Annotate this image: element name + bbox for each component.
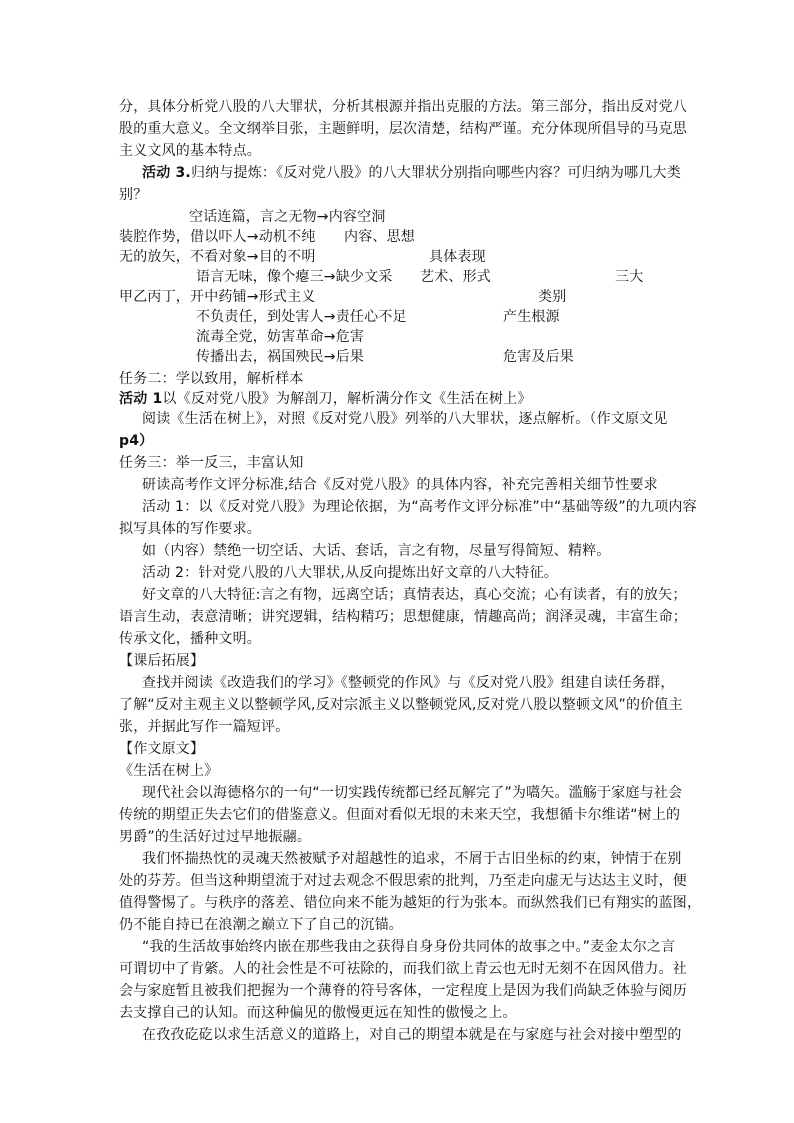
essay-title: 《生活在树上》: [119, 763, 219, 779]
task2-activity1-text: 以《反对党八股》为解剖刀，解析满分作文《生活在树上》: [162, 391, 532, 407]
task3-activity2: 活动 2：针对党八股的八大罪状,从反向提炼出好文章的八大特征。: [142, 565, 559, 581]
essay-p2-line-2: 处的芬芳。但当这种期望流于对过去观念不假思索的批判，乃至走向虚无与达达主义时，便: [119, 873, 687, 889]
essay-p1-line-1: 现代社会以海德格尔的一句“一切实践传统都已经瓦解完了”为嚆矢。滥觞于家庭与社会: [142, 785, 683, 801]
extension-line-2: 了解“反对主观主义以整顿学风,反对宗派主义以整顿党风,反对党八股以整顿文风”的价值主: [119, 697, 683, 713]
activity3-line-2: 别？: [119, 187, 148, 203]
essay-p3-line-2: 可谓切中了肯綮。人的社会性是不可祛除的，而我们欲上青云也无时无刻不在因风借力。社: [119, 961, 687, 977]
part3-line-1: 分，具体分析党八股的八大罪状，分析其根源并指出克服的方法。第三部分，指出反对党八: [119, 99, 687, 115]
essay-p2-line-4: 仍不能自持已在浪潮之巅立下了自己的沉锚。: [119, 917, 403, 933]
category-harm-consequence: 危害及后果: [503, 349, 574, 365]
task2-activity1: [119, 388, 532, 410]
activity3-label: 活动 3.: [142, 165, 191, 181]
essay-p3-line-1: “我的生活故事始终内嵌在那些我由之获得自身身份共同体的故事之中。”麦金太尔之言: [142, 939, 676, 955]
essay-p1-line-2: 传统的期望正失去它们的借鉴意义。但面对看似无垠的未来天空，我想循卡尔维诺“树上的: [119, 807, 681, 823]
task3-intro: 研读高考作文评分标准,结合《反对党八股》的具体内容，补充完善相关细节性要求: [142, 477, 658, 493]
essay-p1-line-3: 男爵”的生活好过过早地振翮。: [119, 829, 312, 845]
essay-p4-line-1: 在孜孜矻矻以求生活意义的道路上，对自己的期望本就是在与家庭与社会对接中塑型的: [142, 1027, 682, 1043]
essay-p3-line-4: 去支撑自己的认知。而这种偏见的傲慢更远在知性的傲慢之上。: [119, 1005, 517, 1021]
classification-row-3: 无的放矢，不看对象→目的不明: [119, 249, 316, 265]
extension-line-1: 查找并阅读《改造我们的学习》《整顿党的作风》与《反对党八股》组建自读任务群，: [142, 675, 675, 691]
task3-example: 如（内容）禁绝一切空话、大话、套话，言之有物，尽量写得简短、精粹。: [142, 543, 611, 559]
classification-row-2: 装腔作势，借以吓人→动机不纯: [119, 229, 316, 245]
essay-p2-line-3: 值得警惕了。与秩序的落差、错位向来不能为越矩的行为张本。而纵然我们已有翔实的蓝图，: [119, 895, 702, 911]
features-line-3: 传承文化，播种文明。: [119, 631, 261, 647]
part3-line-3: 主义文风的基本特点。: [119, 143, 261, 159]
task2-activity1-label: 活动 1: [119, 391, 163, 407]
essay-heading: 【作文原文】: [119, 741, 205, 757]
classification-row-5: 甲乙丙丁，开中药铺→形式主义: [119, 289, 316, 305]
essay-p3-line-3: 会与家庭暂且被我们把握为一个薄脊的符号客体，一定程度上是因为我们尚缺乏体验与阅历: [119, 983, 687, 999]
features-line-1: 好文章的八大特征:言之有物，远离空话；真情表达，真心交流；心有读者，有的放矢；: [142, 587, 687, 603]
task2-line-2: p4）: [119, 433, 154, 449]
category-concrete-manifestation: 具体表现: [429, 249, 486, 265]
task2-title: 任务二：学以致用，解析样本: [119, 371, 304, 387]
task3-activity1-line-1: 活动 1：以《反对党八股》为理论依据，为“高考作文评分标准”中“基础等级”的九项内容: [142, 499, 697, 515]
extension-heading: 【课后拓展】: [119, 653, 205, 669]
classification-row-8: 传播出去，祸国殃民→后果: [196, 349, 365, 365]
activity3-line-1: [142, 162, 681, 184]
extension-line-3: 张，并据此写作一篇短评。: [119, 719, 290, 735]
classification-row-6: 不负责任，到处害人→责任心不足: [196, 309, 407, 325]
task2-line-1: 阅读《生活在树上》，对照《反对党八股》列举的八大罪状，逐点解析。（作文原文见: [142, 411, 668, 427]
category-art-form: 艺术、形式: [420, 269, 491, 285]
activity3-text: 归纳与提炼：《反对党八股》的八大罪状分别指向哪些内容？可归纳为哪几大类: [190, 165, 681, 181]
category-root-cause: 产生根源: [503, 309, 560, 325]
classification-row-4: 语言无味，像个瘪三→缺少文采: [196, 269, 393, 285]
classification-row-1: 空话连篇，言之无物→内容空洞: [189, 209, 386, 225]
essay-p2-line-1: 我们怀揣热忱的灵魂天然被赋予对超越性的追求，不屑于古旧坐标的约束，钟情于在别: [142, 851, 682, 867]
task3-activity1-line-2: 拟写具体的写作要求。: [119, 521, 261, 537]
features-line-2: 语言生动，表意清晰；讲究逻辑，结构精巧；思想健康，情趣高尚；润泽灵魂，丰富生命；: [119, 609, 687, 625]
task3-title: 任务三：举一反三，丰富认知: [119, 455, 304, 471]
three-categories-label: 三大: [615, 269, 644, 285]
classification-row-7: 流毒全党，妨害革命→危害: [196, 329, 365, 345]
part3-line-2: 股的重大意义。全文纲举目张，主题鲜明，层次清楚，结构严谨。充分体现所倡导的马克思: [119, 121, 687, 137]
categories-label: 类别: [538, 289, 567, 305]
category-content-thought: 内容、思想: [344, 229, 415, 245]
